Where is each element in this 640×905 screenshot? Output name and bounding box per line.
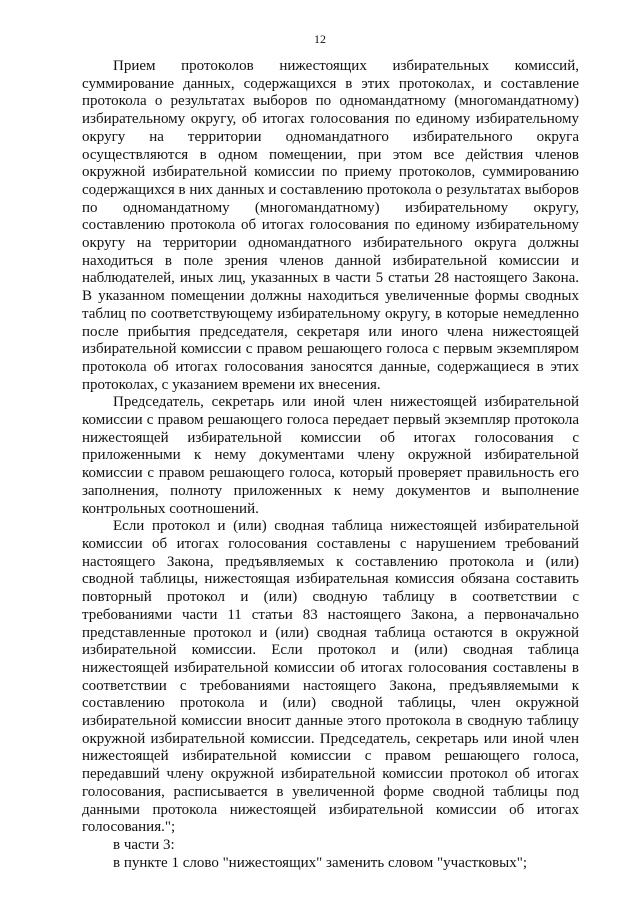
page-number: 12: [314, 32, 326, 46]
paragraph-part-3: в части 3:: [113, 836, 175, 853]
paragraph-item-1-amendment: в пункте 1 слово "нижестоящих" заменить словом "участковых";: [113, 854, 528, 871]
document-body: [82, 58, 579, 872]
paragraph-protocol-violations: Если протокол и (или) сводная таблица нижестоящей избирательной комиссии об итогах голосования составлены с нарушением требований настоящего Закона, предъявляемых к составлению протокола и (или) сводной таблицы, нижестоящая избирательная комиссия обязана составить повторный протокол и (или) сводную таблицу в соответствии с требованиями части 11 статьи 83 настоящего Закона, а первоначально представленные протокол и (или) сводная таблица остаются в окружной избирательной комиссии. Если протокол и (или) сводная таблица нижестоящей избирательной комиссии об итогах голосования составлены в соответствии с требованиями настоящего Закона, предъявляемыми к составлению протокола и (или) сводной таблицы, член окружной избирательной комиссии вносит данные этого протокола в сводную таблицу окружной избирательной комиссии. Председатель, секретарь или иной член нижестоящей избирательной комиссии с правом решающего голоса, передавший члену окружной избирательной комиссии протокол об итогах голосования, расписывается в увеличенной форме сводной таблицы под данными протокола нижестоящей избирательной комиссии об итогах голосования.";: [82, 518, 579, 836]
paragraph-protocol-reception: Прием протоколов нижестоящих избирательных комиссий, суммирование данных, содержащихся в этих протоколах, и составление протокола о результатах выборов по одномандатному (многомандатному) избирательному округу, об итогах голосования по единому избирательному округу на территории одномандатного избирательного округа осуществляются в одном помещении, при этом все действия членов окружной избирательной комиссии по приему протоколов, суммированию содержащихся в них данных и составлению протокола о результатах выборов по одномандатному (многомандатному) избирательному округу, составлению протокола об итогах голосования по единому избирательному округу на территории одномандатного избирательного округа должны находиться в поле зрения членов данной избирательной комиссии и наблюдателей, иных лиц, указанных в части 5 статьи 28 настоящего Закона. В указанном помещении должны находиться увеличенные формы сводных таблиц по соответствующему избирательному округу, в которые немедленно после прибытия председателя, секретаря или иного члена нижестоящей избирательной комиссии с правом решающего голоса с первым экземпляром протокола об итогах голосования заносятся данные, содержащиеся в этих протоколах, с указанием времени их внесения.: [82, 58, 579, 393]
paragraph-chairman-transfer: Председатель, секретарь или иной член нижестоящей избирательной комиссии с правом решающего голоса передает первый экземпляр протокола нижестоящей избирательной комиссии об итогах голосования с приложенными к нему документами члену окружной избирательной комиссии с правом решающего голоса, который проверяет правильность его заполнения, полноту приложенных к нему документов и выполнение контрольных соотношений.: [82, 394, 579, 517]
